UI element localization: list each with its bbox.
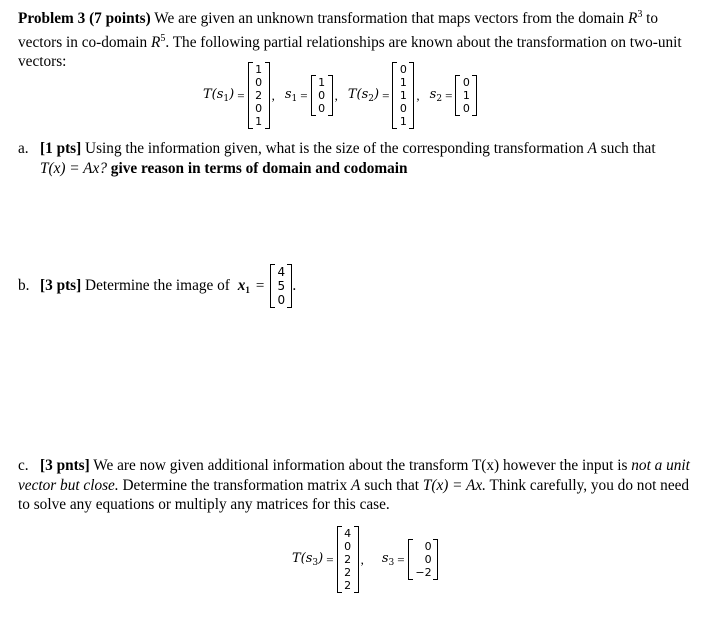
s2-vector: [455, 75, 477, 116]
matrix-cell: 1: [399, 89, 407, 102]
matrix-cell: 1: [399, 115, 407, 128]
matrix-cell: 1: [255, 115, 263, 128]
matrix-cell: 5: [277, 279, 286, 293]
t-s1-label: $T(s_1)$: [203, 87, 235, 104]
intro-text-1: We are given an unknown transformation that maps vectors from the domain: [154, 10, 628, 28]
matrix-cell: 2: [344, 566, 352, 579]
matrix-cell: 2: [344, 579, 352, 592]
s1-label: $s_1$: [284, 87, 298, 104]
matrix-cell: 0: [424, 540, 432, 553]
not-unit-text: not a unit vector but close.: [18, 457, 690, 494]
matrix-cell: −2: [415, 566, 432, 579]
part-b: b. [3 pts] Determine the image of $x_1$ = 4 5 0 .: [18, 265, 297, 307]
matrix-cell: 0: [255, 76, 263, 89]
t-s2-label: $T(s_2)$: [347, 87, 380, 104]
part-c-marker: c.: [18, 457, 29, 474]
part-b-marker: b.: [18, 277, 30, 294]
known-relations: $T(s_1)$ = 1 0 2 0 1 , $s_1$ = 1 0 0 , $T(s_2)$ = 0 1 1 0 1 , $s_2$ = 0 1 0: [203, 62, 477, 129]
matrix-cell: 0: [255, 102, 263, 115]
matrix-cell: 1: [399, 76, 407, 89]
domain-space: R: [627, 10, 638, 28]
matrix-cell: 0: [462, 76, 470, 89]
matrix-cell: 4: [344, 527, 352, 540]
matrix-cell: 0: [399, 102, 407, 115]
matrix-cell: 0: [344, 540, 352, 553]
part-a: a. [1 pts] Using the information given, what is the size of the corresponding transformation A such that T(x) = Ax? give reason in terms of domain and codomain: [18, 140, 656, 177]
s3-label: $s_3$: [381, 551, 395, 568]
matrix-cell: 0: [462, 102, 470, 115]
x1-vector: [270, 264, 292, 308]
matrix-cell: 0: [318, 102, 326, 115]
part-c: c. [3 pnts] We are now given additional information about the transform T(x) however the input is not a unit vector but close. Determine the transformation matrix A such that T(x) = Ax. Think carefully, you do not need to solve any equations or multiply any matrices for this case.: [18, 457, 690, 513]
part-c-formula: T(x) = Ax.: [422, 476, 486, 494]
matrix-cell: 1: [318, 76, 326, 89]
t-s3-matrix: [337, 526, 359, 593]
matrix-cell: 1: [255, 63, 263, 76]
part-c-points: [3 pnts]: [40, 457, 90, 474]
part-a-reason: give reason in terms of domain and codomain: [106, 159, 408, 177]
codomain-dim: 5: [160, 32, 166, 44]
matrix-cell: 2: [344, 553, 352, 566]
matrix-cell: 0: [424, 553, 432, 566]
x1-label: $x_1$: [237, 277, 250, 295]
matrix-cell: 4: [277, 265, 286, 279]
part-a-points: [1 pts]: [40, 140, 82, 157]
intro-text-3: . The following partial relationships are known about the transformation on two-unit vectors:: [18, 33, 682, 71]
part-a-marker: a.: [18, 140, 29, 157]
s1-vector: [311, 75, 333, 116]
matrix-cell: 0: [399, 63, 407, 76]
s2-label: $s_2$: [429, 87, 443, 104]
t-s1-matrix: [248, 62, 270, 129]
matrix-cell: 2: [255, 89, 263, 102]
matrix-cell: 0: [318, 89, 326, 102]
t-s3-label: $T(s_3)$: [292, 551, 324, 568]
part-c-relations: $T(s_3)$ = 4 0 2 2 2 , $s_3$ = 0 0 −2: [292, 526, 438, 593]
intro-text-2: to vectors in co-domain: [18, 10, 659, 51]
domain-dim: 3: [637, 9, 643, 20]
s3-vector: [408, 539, 438, 580]
codomain-space: R: [150, 33, 161, 51]
matrix-cell: 0: [277, 293, 286, 307]
t-s2-matrix: [392, 62, 414, 129]
part-a-formula: T(x) = Ax?: [40, 159, 107, 177]
matrix-cell: 1: [462, 89, 470, 102]
problem-title: Problem 3 (7 points): [18, 10, 151, 28]
part-b-points: [3 pts]: [40, 277, 82, 294]
